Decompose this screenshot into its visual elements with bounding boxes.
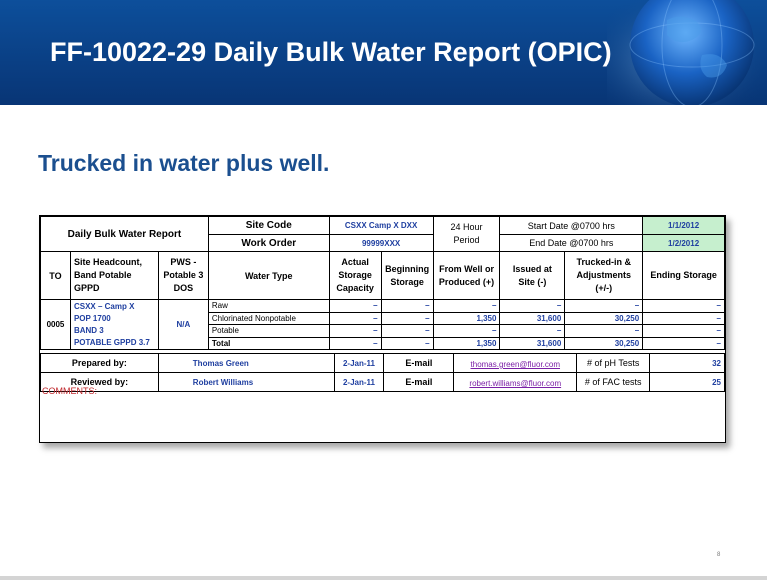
report-name: Daily Bulk Water Report xyxy=(41,217,209,252)
site-code-value: CSXX Camp X DXX xyxy=(329,217,433,235)
site-info-line: BAND 3 xyxy=(73,326,104,335)
col-trucked-in: Trucked-in & Adjustments (+/-) xyxy=(565,252,643,300)
cell-from-well: 1,350 xyxy=(433,312,500,325)
reviewed-email-label: E-mail xyxy=(384,373,454,392)
end-date-value: 1/2/2012 xyxy=(643,235,725,252)
period-label: 24 Hour Period xyxy=(433,217,500,252)
reviewed-date: 2-Jan-11 xyxy=(334,373,384,392)
fac-tests-value: 25 xyxy=(650,373,725,392)
work-order-label: Work Order xyxy=(208,235,329,252)
prepared-by-name: Thomas Green xyxy=(158,354,334,373)
prepared-email-link[interactable]: thomas.green@fluor.com xyxy=(470,360,561,369)
slide-title: FF-10022-29 Daily Bulk Water Report (OPIC) xyxy=(50,37,612,67)
cell-trucked: – xyxy=(565,325,643,338)
site-info-line: POTABLE GPPD 3.7 xyxy=(73,338,150,347)
prepared-by-label: Prepared by: xyxy=(41,354,159,373)
cell-from-well: – xyxy=(433,325,500,338)
report-table xyxy=(40,216,725,350)
to-value: 0005 xyxy=(41,300,71,350)
comments-label: COMMENTS: xyxy=(42,386,97,396)
col-actual-storage: Actual Storage Capacity xyxy=(329,252,381,300)
cell-beginning: – xyxy=(381,300,433,313)
slide-subtitle: Trucked in water plus well. xyxy=(38,150,330,176)
end-date-label: End Date @0700 hrs xyxy=(500,235,643,252)
ph-tests-value: 32 xyxy=(650,354,725,373)
water-type-potable: Potable xyxy=(208,325,329,338)
col-ending-storage: Ending Storage xyxy=(643,252,725,300)
page-number: 8 xyxy=(717,552,721,558)
cell-beginning: – xyxy=(381,337,433,350)
prepared-email-label: E-mail xyxy=(384,354,454,373)
cell-ending: – xyxy=(643,300,725,313)
cell-beginning: – xyxy=(381,325,433,338)
col-to: TO xyxy=(41,252,71,300)
site-info-line: POP 1700 xyxy=(73,314,111,323)
signoff-table xyxy=(40,353,725,392)
site-code-label: Site Code xyxy=(208,217,329,235)
col-issued: Issued at Site (-) xyxy=(500,252,565,300)
cell-from-well: 1,350 xyxy=(433,337,500,350)
cell-issued: – xyxy=(500,300,565,313)
cell-ending: – xyxy=(643,325,725,338)
cell-trucked: 30,250 xyxy=(565,312,643,325)
cell-trucked: 30,250 xyxy=(565,337,643,350)
col-from-well: From Well or Produced (+) xyxy=(433,252,500,300)
cell-ending: – xyxy=(643,337,725,350)
prepared-email-cell xyxy=(454,354,577,373)
cell-actual: – xyxy=(329,312,381,325)
reviewed-email-cell xyxy=(454,373,577,392)
cell-actual: – xyxy=(329,300,381,313)
water-type-chlorinated: Chlorinated Nonpotable xyxy=(208,312,329,325)
start-date-value: 1/1/2012 xyxy=(643,217,725,235)
reviewed-email-link[interactable]: robert.williams@fluor.com xyxy=(469,379,562,388)
reviewed-by-name: Robert Williams xyxy=(158,373,334,392)
col-beginning-storage: Beginning Storage xyxy=(381,252,433,300)
cell-from-well: – xyxy=(433,300,500,313)
bulk-water-report xyxy=(39,215,726,443)
site-info-line: CSXX – Camp X xyxy=(73,302,135,311)
cell-ending: – xyxy=(643,312,725,325)
pws-value: N/A xyxy=(158,300,208,350)
prepared-date: 2-Jan-11 xyxy=(334,354,384,373)
col-water-type: Water Type xyxy=(208,252,329,300)
work-order-value: 99999XXX xyxy=(329,235,433,252)
footer-divider xyxy=(0,576,767,580)
cell-actual: – xyxy=(329,325,381,338)
col-site: Site Headcount, Band Potable GPPD xyxy=(70,252,158,300)
site-info xyxy=(70,300,158,350)
water-type-raw: Raw xyxy=(208,300,329,313)
cell-beginning: – xyxy=(381,312,433,325)
col-pws: PWS - Potable 3 DOS xyxy=(158,252,208,300)
water-type-total: Total xyxy=(208,337,329,350)
cell-issued: – xyxy=(500,325,565,338)
globe-icon xyxy=(607,0,767,105)
cell-issued: 31,600 xyxy=(500,337,565,350)
start-date-label: Start Date @0700 hrs xyxy=(500,217,643,235)
cell-trucked: – xyxy=(565,300,643,313)
reviewed-by-label: Reviewed by: xyxy=(41,373,159,392)
ph-tests-label: # of pH Tests xyxy=(577,354,650,373)
fac-tests-label: # of FAC tests xyxy=(577,373,650,392)
cell-issued: 31,600 xyxy=(500,312,565,325)
cell-actual: – xyxy=(329,337,381,350)
title-banner xyxy=(0,0,767,105)
